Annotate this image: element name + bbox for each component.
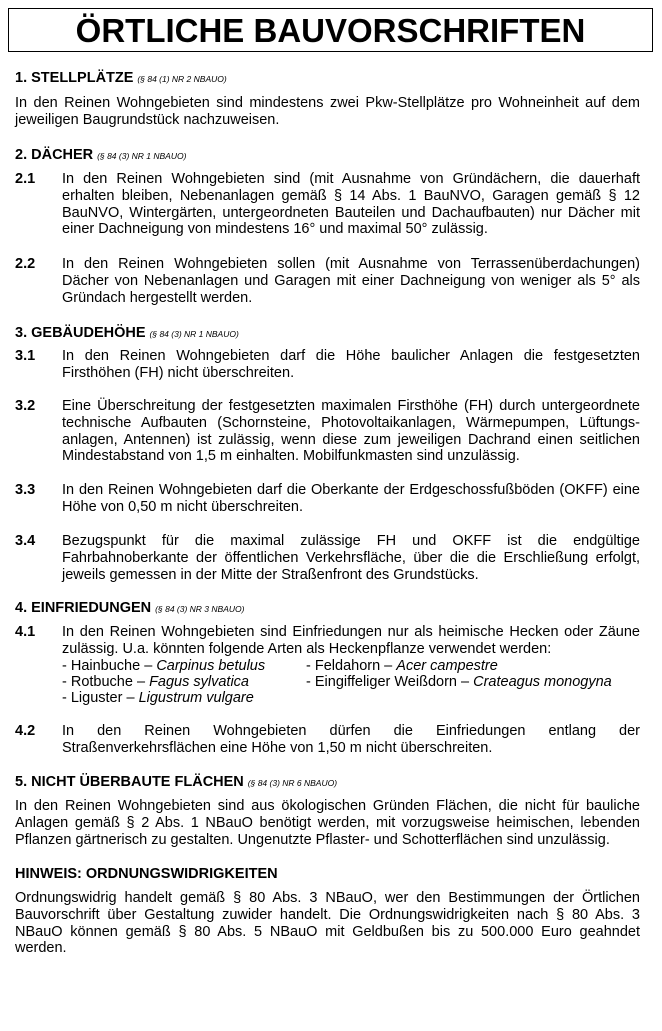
- plant-item: - Rotbuche – Fagus sylvatica: [62, 673, 249, 690]
- plant-item: - Eingiffeliger Weißdorn – Crateagus monogyna: [306, 673, 612, 690]
- plant-item: - Feldahorn – Acer campestre: [306, 657, 498, 674]
- item-number: 2.1: [15, 171, 36, 187]
- section-heading-nicht-ueberbaute-flaechen: 5. NICHT ÜBERBAUTE FLÄCHEN (§ 84 (3) NR 6 NBAUO): [15, 774, 338, 790]
- item-number: 3.3: [15, 482, 36, 498]
- item-number: 4.2: [15, 723, 36, 739]
- item-text: Bezugspunkt für die maximal zulässige FH und OKFF ist die endgültige Fahrbahnoberkante der öffentlichen Verkehrsfläche, über die die Erschließung erfolgt, jeweils gemessen in der Mitte der Straßenfront des Grundstücks.: [62, 533, 640, 583]
- legal-reference: (§ 84 (3) NR 6 NBAUO): [247, 778, 338, 788]
- plant-list: [62, 658, 640, 707]
- paragraph: In den Reinen Wohngebieten sind mindestens zwei Pkw-Stellplätze pro Wohneinheit auf dem jeweiligen Baugrundstück nachzuweisen.: [15, 95, 640, 128]
- item-text: In den Reinen Wohngebieten sind (mit Ausnahme von Gründächern, die dauerhaft erhalten bleiben, Nebenanlagen gemäß § 14 Abs. 1 BauNVO, Garagen gemäß § 12 BauNVO, Wintergärten, untergeordneten Bauteilen und Dachaufbauten) nur Dächer mit einer Dachneigung von mindestens 16° und maximal 50° zulässig.: [62, 171, 640, 238]
- section-heading-hinweis: HINWEIS: ORDNUNGSWIDRIGKEITEN: [15, 866, 278, 882]
- section-heading-gebaeudehoehe: 3. GEBÄUDEHÖHE (§ 84 (3) NR 1 NBAUO): [15, 325, 239, 341]
- item-text: In den Reinen Wohngebieten sind Einfriedungen nur als heimische Hecken oder Zäune zulässig. U.a. könnten folgende Arten als Heckenpflanze verwendet werden: - Hainbuche – Carpinus betulus - Rotbuche – Fagus sylvatica - Liguster – Ligustrum vulgare - Feldahorn – Acer campestre - Eingiffeliger Weißdorn – Crateagus monogyna: [62, 624, 640, 706]
- legal-reference: (§ 84 (3) NR 1 NBAUO): [97, 151, 187, 161]
- item-text: Eine Überschreitung der festgesetzten maximalen Firsthöhe (FH) durch untergeordnete technische Aufbauten (Schornsteine, Photovoltaikanlagen, Wärmepumpen, Lüftungsanlagen, Antennen) ist zulässig, wenn diese zum jeweiligen Dachrand einen seitlichen Mindestabstand von 1,5 m einhalten. Mobilfunkmasten sind unzulässig.: [62, 398, 640, 465]
- legal-reference: (§ 84 (3) NR 1 NBAUO): [149, 329, 239, 339]
- legal-reference: (§ 84 (1) NR 2 NBAUO): [137, 74, 227, 84]
- paragraph: Ordnungswidrig handelt gemäß § 80 Abs. 3 NBauO, wer den Bestimmungen der Örtlichen Bauvorschrift über Gestaltung zuwider handelt. Die Ordnungswidrigkeiten nach § 80 Abs. 3 NBauO können gemäß § 80 Abs. 5 NBauO mit Geldbußen bis zu 500.000 Euro geahndet werden.: [15, 890, 640, 957]
- legal-reference: (§ 84 (3) NR 3 NBAUO): [155, 604, 245, 614]
- item-text: In den Reinen Wohngebieten dürfen die Einfriedungen entlang der Straßenverkehrsflächen eine Höhe von 1,50 m nicht überschreiten.: [62, 723, 640, 756]
- paragraph: In den Reinen Wohngebieten sind aus ökologischen Gründen Flächen, die nicht für bauliche Anlagen gemäß § 2 Abs. 1 NBauO benötigt werden, mit vorzugsweise heimischen, lebenden Pflanzen gärtnerisch zu gestalten. Ungenutzte Pflaster- und Schotterflächen sind unzulässig.: [15, 798, 640, 848]
- item-text: In den Reinen Wohngebieten darf die Höhe baulicher Anlagen die festgesetzten Firsthöhen (FH) nicht überschreiten.: [62, 348, 640, 381]
- section-heading-stellplaetze: 1. STELLPLÄTZE (§ 84 (1) NR 2 NBAUO): [15, 70, 227, 86]
- item-number: 3.1: [15, 348, 36, 364]
- item-number: 4.1: [15, 624, 36, 640]
- item-number: 2.2: [15, 256, 36, 272]
- section-heading-daecher: 2. DÄCHER (§ 84 (3) NR 1 NBAUO): [15, 147, 187, 163]
- item-number: 3.4: [15, 533, 36, 549]
- plant-item: - Liguster – Ligustrum vulgare: [62, 690, 254, 706]
- item-text: In den Reinen Wohngebieten darf die Oberkante der Erdgeschossfußböden (OKFF) eine Höhe von 0,50 m nicht überschreiten.: [62, 482, 640, 515]
- page-title: ÖRTLICHE BAUVORSCHRIFTEN: [8, 8, 653, 52]
- section-heading-einfriedungen: 4. EINFRIEDUNGEN (§ 84 (3) NR 3 NBAUO): [15, 600, 245, 616]
- item-number: 3.2: [15, 398, 36, 414]
- plant-item: - Hainbuche – Carpinus betulus: [62, 657, 266, 674]
- item-text: In den Reinen Wohngebieten sollen (mit Ausnahme von Terrassenüberdachungen) Dächer von Nebenanlagen und Garagen mit einer Dachneigung von weniger als 5° als Gründach hergestellt werden.: [62, 256, 640, 306]
